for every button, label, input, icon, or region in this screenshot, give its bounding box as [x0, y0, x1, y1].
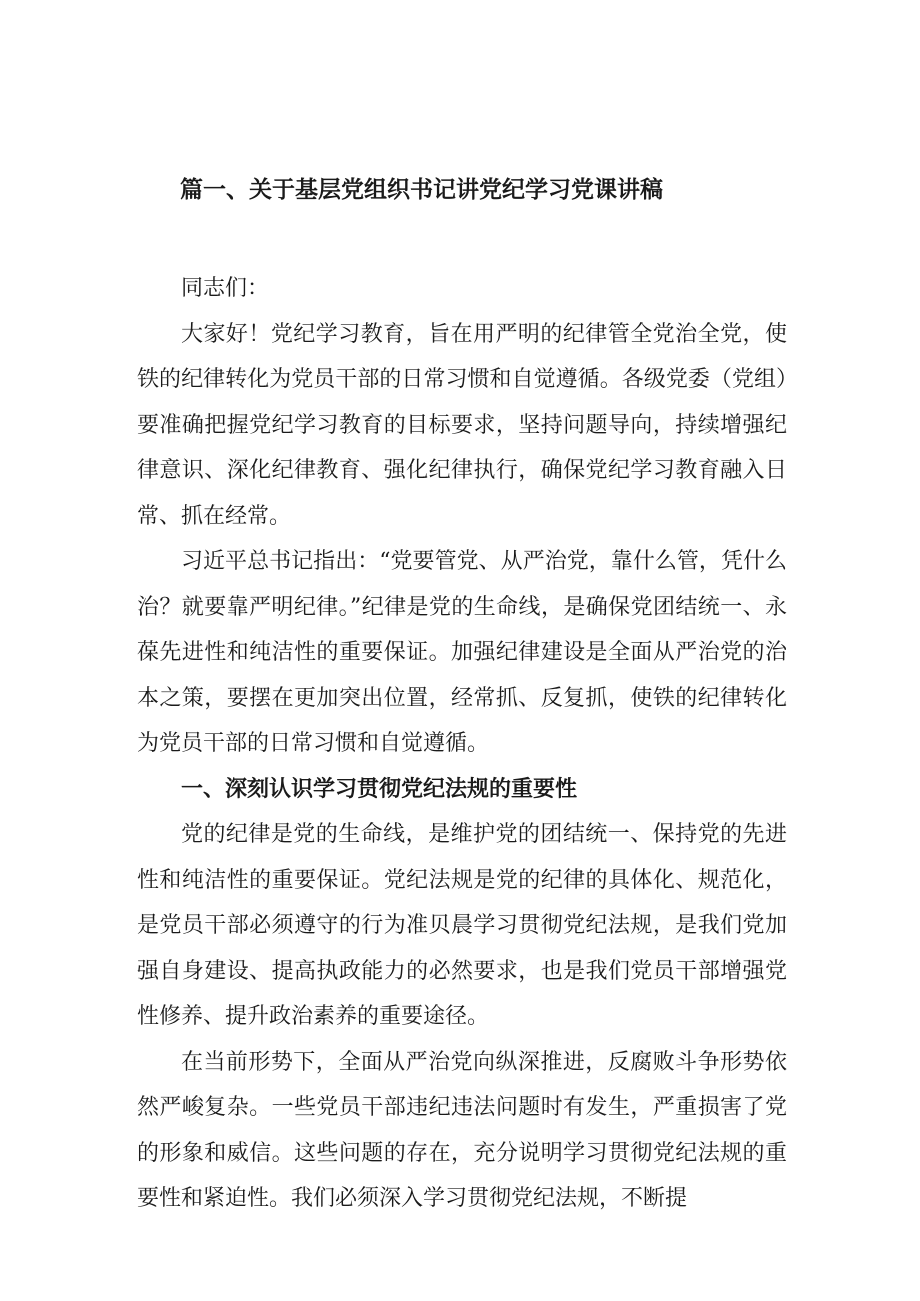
document-title: 篇一、关于基层党组织书记讲党纪学习党课讲稿	[180, 177, 663, 203]
salutation: 同志们：	[181, 276, 270, 301]
section1-paragraph-1: 党的纪律是党的生命线，是维护党的团结统一、保持党的先进性和纯洁性的重要保证。党纪法规是党的纪律的具体化、规范化，是党员干部必须遵守的行为准贝晨学习贯彻党纪法规，是我们党加强自身建设、提高执政能力的必然要求，也是我们党员干部增强党性修养、提升政治素养的重要途径。	[137, 822, 787, 1029]
document-body	[137, 266, 787, 1222]
section-heading-1: 一、深刻认识学习贯彻党纪法规的重要性	[181, 776, 578, 802]
section1-paragraph-2: 在当前形势下，全面从严治党向纵深推进，反腐败斗争形势依然严峻复杂。一些党员干部违纪违法问题时有发生，严重损害了党的形象和威信。这些问题的存在，充分说明学习贯彻党纪法规的重要性和紧迫性。我们必须深入学习贯彻党纪法规，不断提	[137, 1049, 787, 1211]
paragraph-quote: 习近平总书记指出：“党要管党、从严治党，靠什么管，凭什么治？就要靠严明纪律。”纪律是党的生命线，是确保党团结统一、永葆先进性和纯洁性的重要保证。加强纪律建设是全面从严治党的治本之策，要摆在更加突出位置，经常抓、反复抓，使铁的纪律转化为党员干部的日常习惯和自觉遵循。	[137, 549, 787, 756]
paragraph-intro: 大家好！党纪学习教育，旨在用严明的纪律管全党治全党，使铁的纪律转化为党员干部的日常习惯和自觉遵循。各级党委（党组）要准确把握党纪学习教育的目标要求，坚持问题导向，持续增强纪律意识、深化纪律教育、强化纪律执行，确保党纪学习教育融入日常、抓在经常。	[137, 321, 787, 529]
